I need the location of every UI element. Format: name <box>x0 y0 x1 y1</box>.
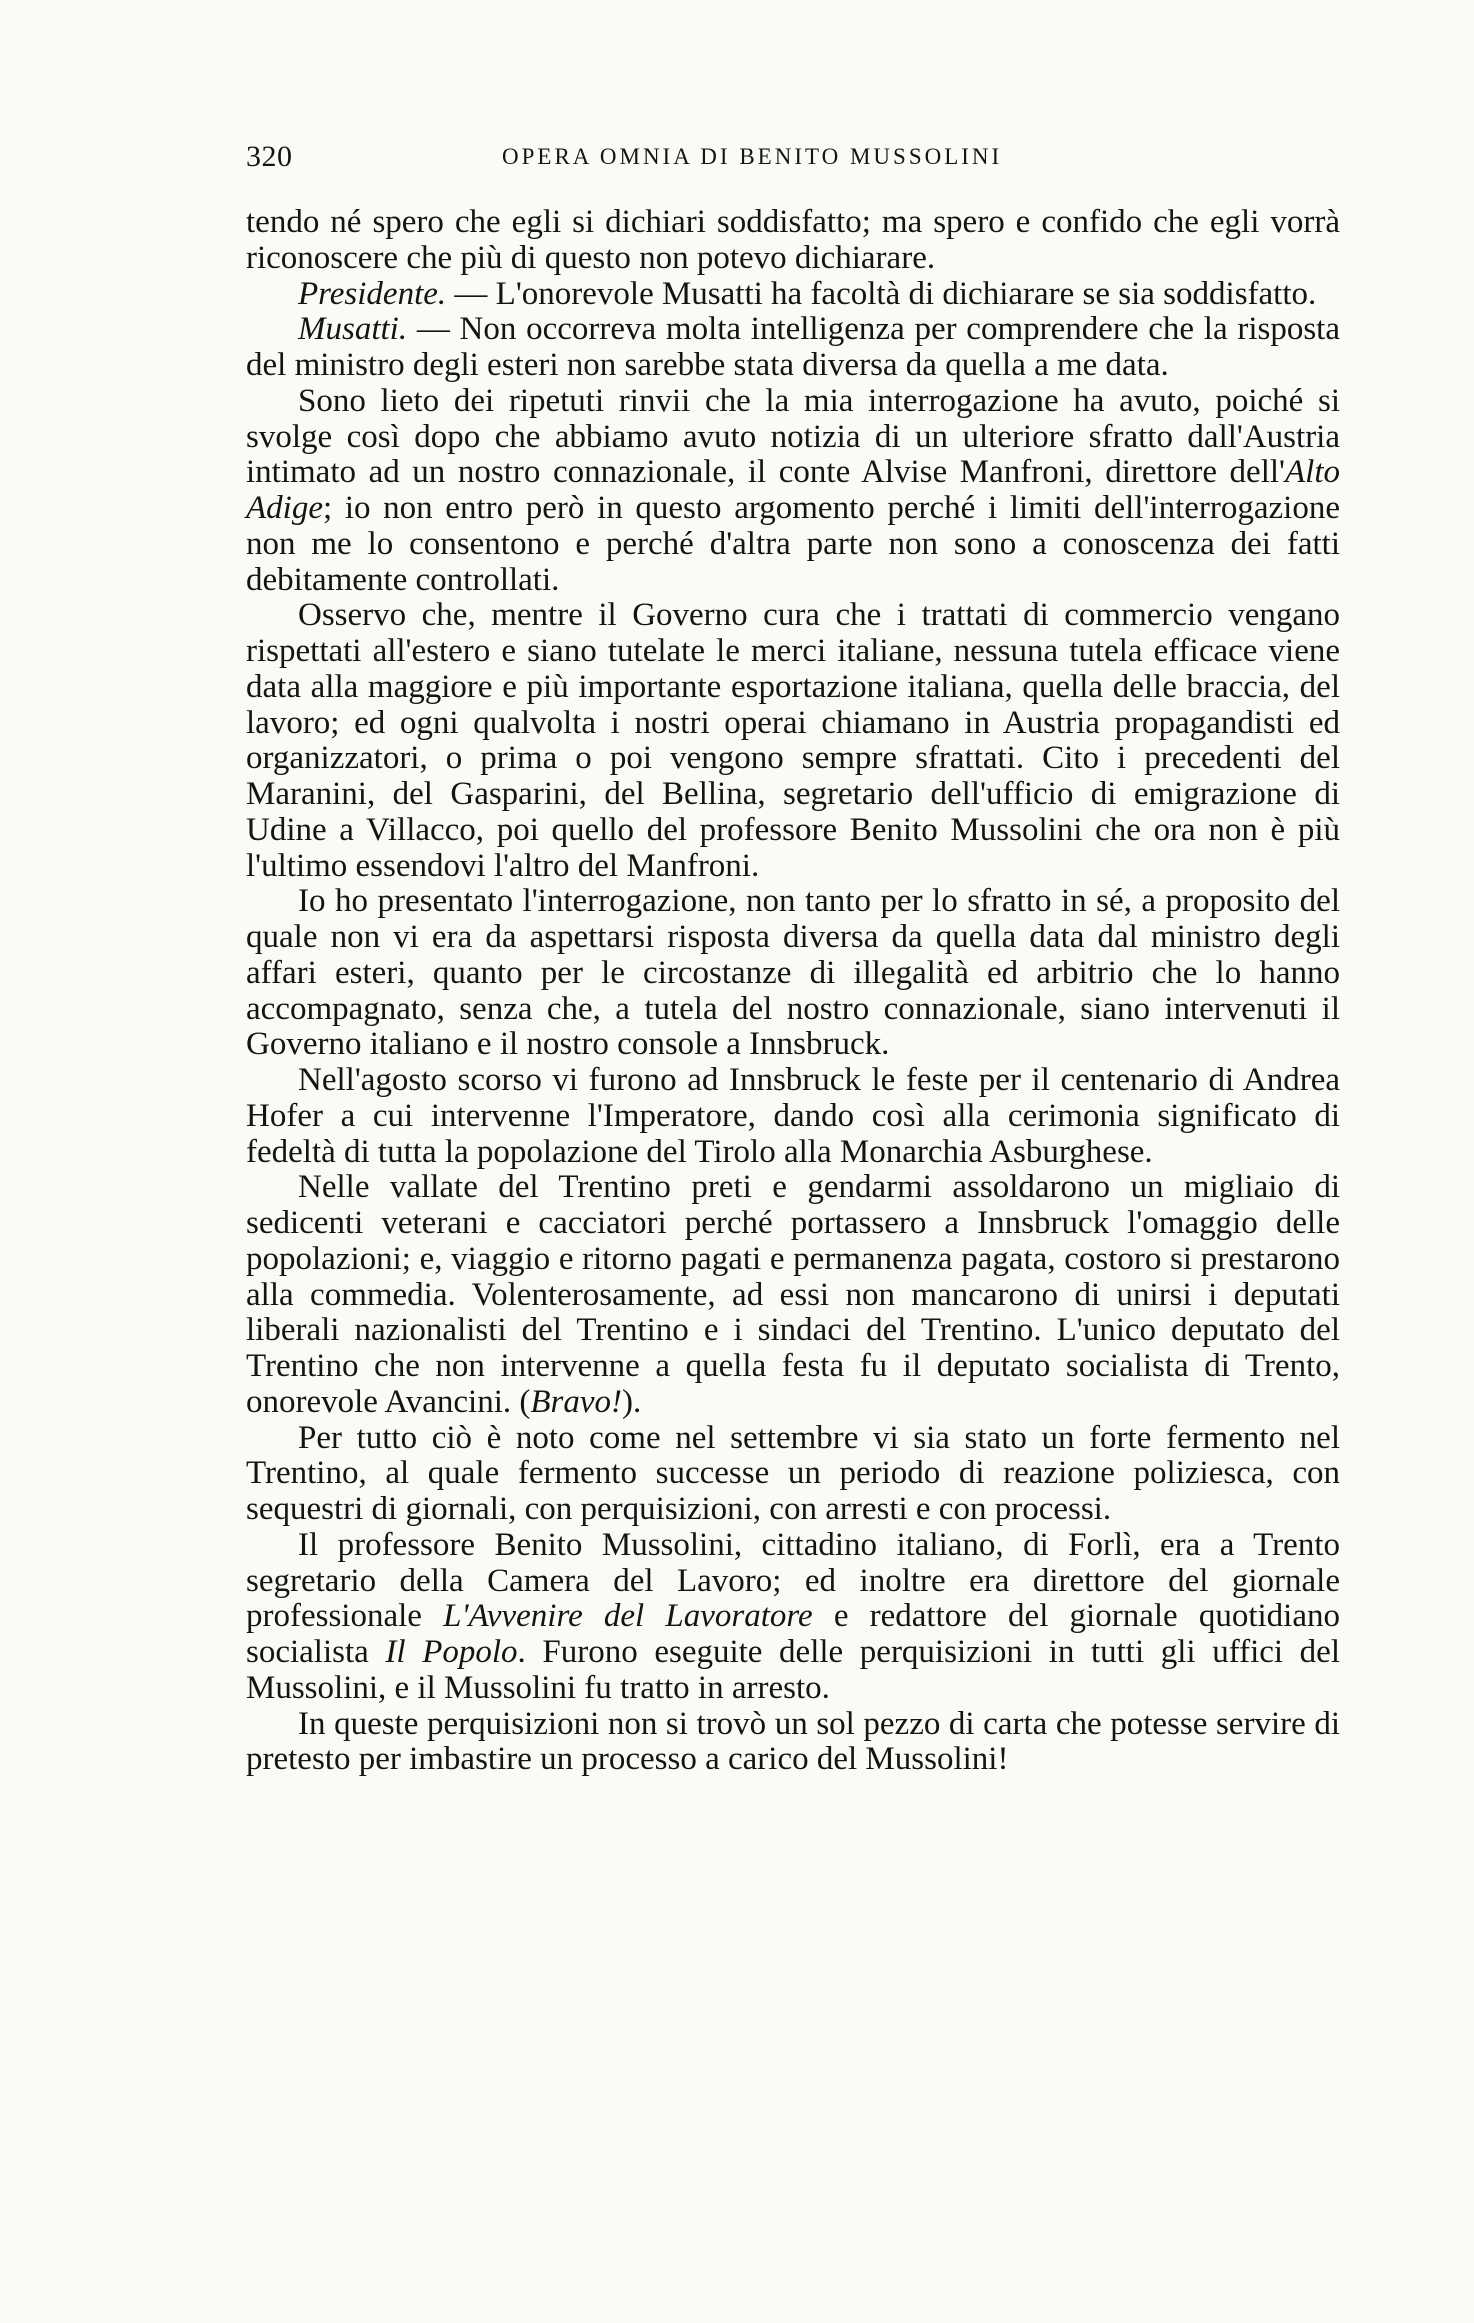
paragraph: Il professore Benito Mussolini, cittadino italiano, di Forlì, era a Trento segretario della Camera del Lavoro; ed inoltre era direttore del giornale professionale L'Avvenire del Lavoratore e redattore del giornale quotidiano socialista Il Popolo. Furono eseguite delle perquisizioni in tutti gli uffici del Mussolini, e il Mussolini fu tratto in arresto. <box>246 1526 1340 1706</box>
paragraph: Nelle vallate del Trentino preti e gendarmi assoldarono un migliaio di sedicenti veterani e cacciatori perché portassero a Innsbruck l'omaggio delle popolazioni; e, viaggio e ritorno pagati e permanenza pagata, costoro si prestarono alla commedia. Volenterosamente, ad essi non mancarono di unirsi i deputati liberali nazionalisti del Trentino e i sindaci del Trentino. L'unico deputato del Trentino che non intervenne a quella festa fu il deputato socialista di Trento, onorevole Avancini. (Bravo!). <box>246 1169 1340 1420</box>
newspaper-title: L'Avvenire del Lavoratore <box>443 1598 813 1635</box>
page-number: 320 <box>246 140 293 173</box>
newspaper-title: Alto Adige <box>246 454 1340 526</box>
paragraph: Sono lieto dei ripetuti rinvii che la mia interrogazione ha avuto, poiché si svolge così dopo che abbiamo avuto notizia di un ulteriore sfratto dall'Austria intimato ad un nostro connazionale, il conte Alvise Manfroni, direttore dell'Alto Adige; io non entro però in questo argomento perché i limiti dell'interrogazione non me lo consentono e perché d'altra parte non sono a conoscenza dei fatti debitamente controllati. <box>246 382 1340 598</box>
paragraph: Presidente. — L'onorevole Musatti ha facoltà di dichiarare se sia soddisfatto. <box>298 275 1317 312</box>
running-title: OPERA OMNIA DI BENITO MUSSOLINI <box>502 144 1003 169</box>
body-text <box>246 205 1340 1778</box>
paragraph: Osservo che, mentre il Governo cura che i trattati di commercio vengano rispettati all'estero e siano tutelate le merci italiane, nessuna tutela efficace viene data alla maggiore e più importante esportazione italiana, quella delle braccia, del lavoro; ed ogni qualvolta i nostri operai chiamano in Austria propagandisti ed organizzatori, o prima o poi vengono sempre sfrattati. Cito i precedenti del Maranini, del Gasparini, del Bellina, segretario dell'ufficio di emigrazione di Udine a Villacco, poi quello del professore Benito Mussolini che ora non è più l'ultimo essendovi l'altro del Manfroni. <box>246 597 1340 884</box>
paragraph: Musatti. — Non occorreva molta intelligenza per comprendere che la risposta del ministro degli esteri non sarebbe stata diversa da quella a me data. <box>246 311 1340 383</box>
paragraph: Per tutto ciò è noto come nel settembre vi sia stato un forte fermento nel Trentino, al quale fermento successe un periodo di reazione poliziesca, con sequestri di giornali, con perquisizioni, con arresti e con processi. <box>246 1419 1340 1527</box>
paragraph: Io ho presentato l'interrogazione, non tanto per lo sfratto in sé, a proposito del quale non vi era da aspettarsi risposta diversa da quella data dal ministro degli affari esteri, quanto per le circostanze di illegalità ed arbitrio che lo hanno accompagnato, senza che, a tutela del nostro connazionale, siano intervenuti il Governo italiano e il nostro console a Innsbruck. <box>246 883 1340 1063</box>
paragraph: Nell'agosto scorso vi furono ad Innsbruck le feste per il centenario di Andrea Hofer a cui intervenne l'Imperatore, dando così alla cerimonia significato di fedeltà di tutta la popolazione del Tirolo alla Monarchia Asburghese. <box>246 1062 1340 1170</box>
newspaper-title: Il Popolo <box>385 1634 518 1670</box>
paragraph: tendo né spero che egli si dichiari soddisfatto; ma spero e confido che egli vorrà riconoscere che più di questo non potevo dichiarare. <box>246 204 1340 276</box>
paragraph: In queste perquisizioni non si trovò un sol pezzo di carta che potesse servire di pretesto per imbastire un processo a carico del Mussolini! <box>246 1705 1340 1778</box>
page-header <box>246 140 1114 180</box>
speaker-name: Presidente. <box>298 275 447 312</box>
speaker-name: Musatti. <box>298 311 408 348</box>
interjection: Bravo! <box>530 1383 623 1420</box>
